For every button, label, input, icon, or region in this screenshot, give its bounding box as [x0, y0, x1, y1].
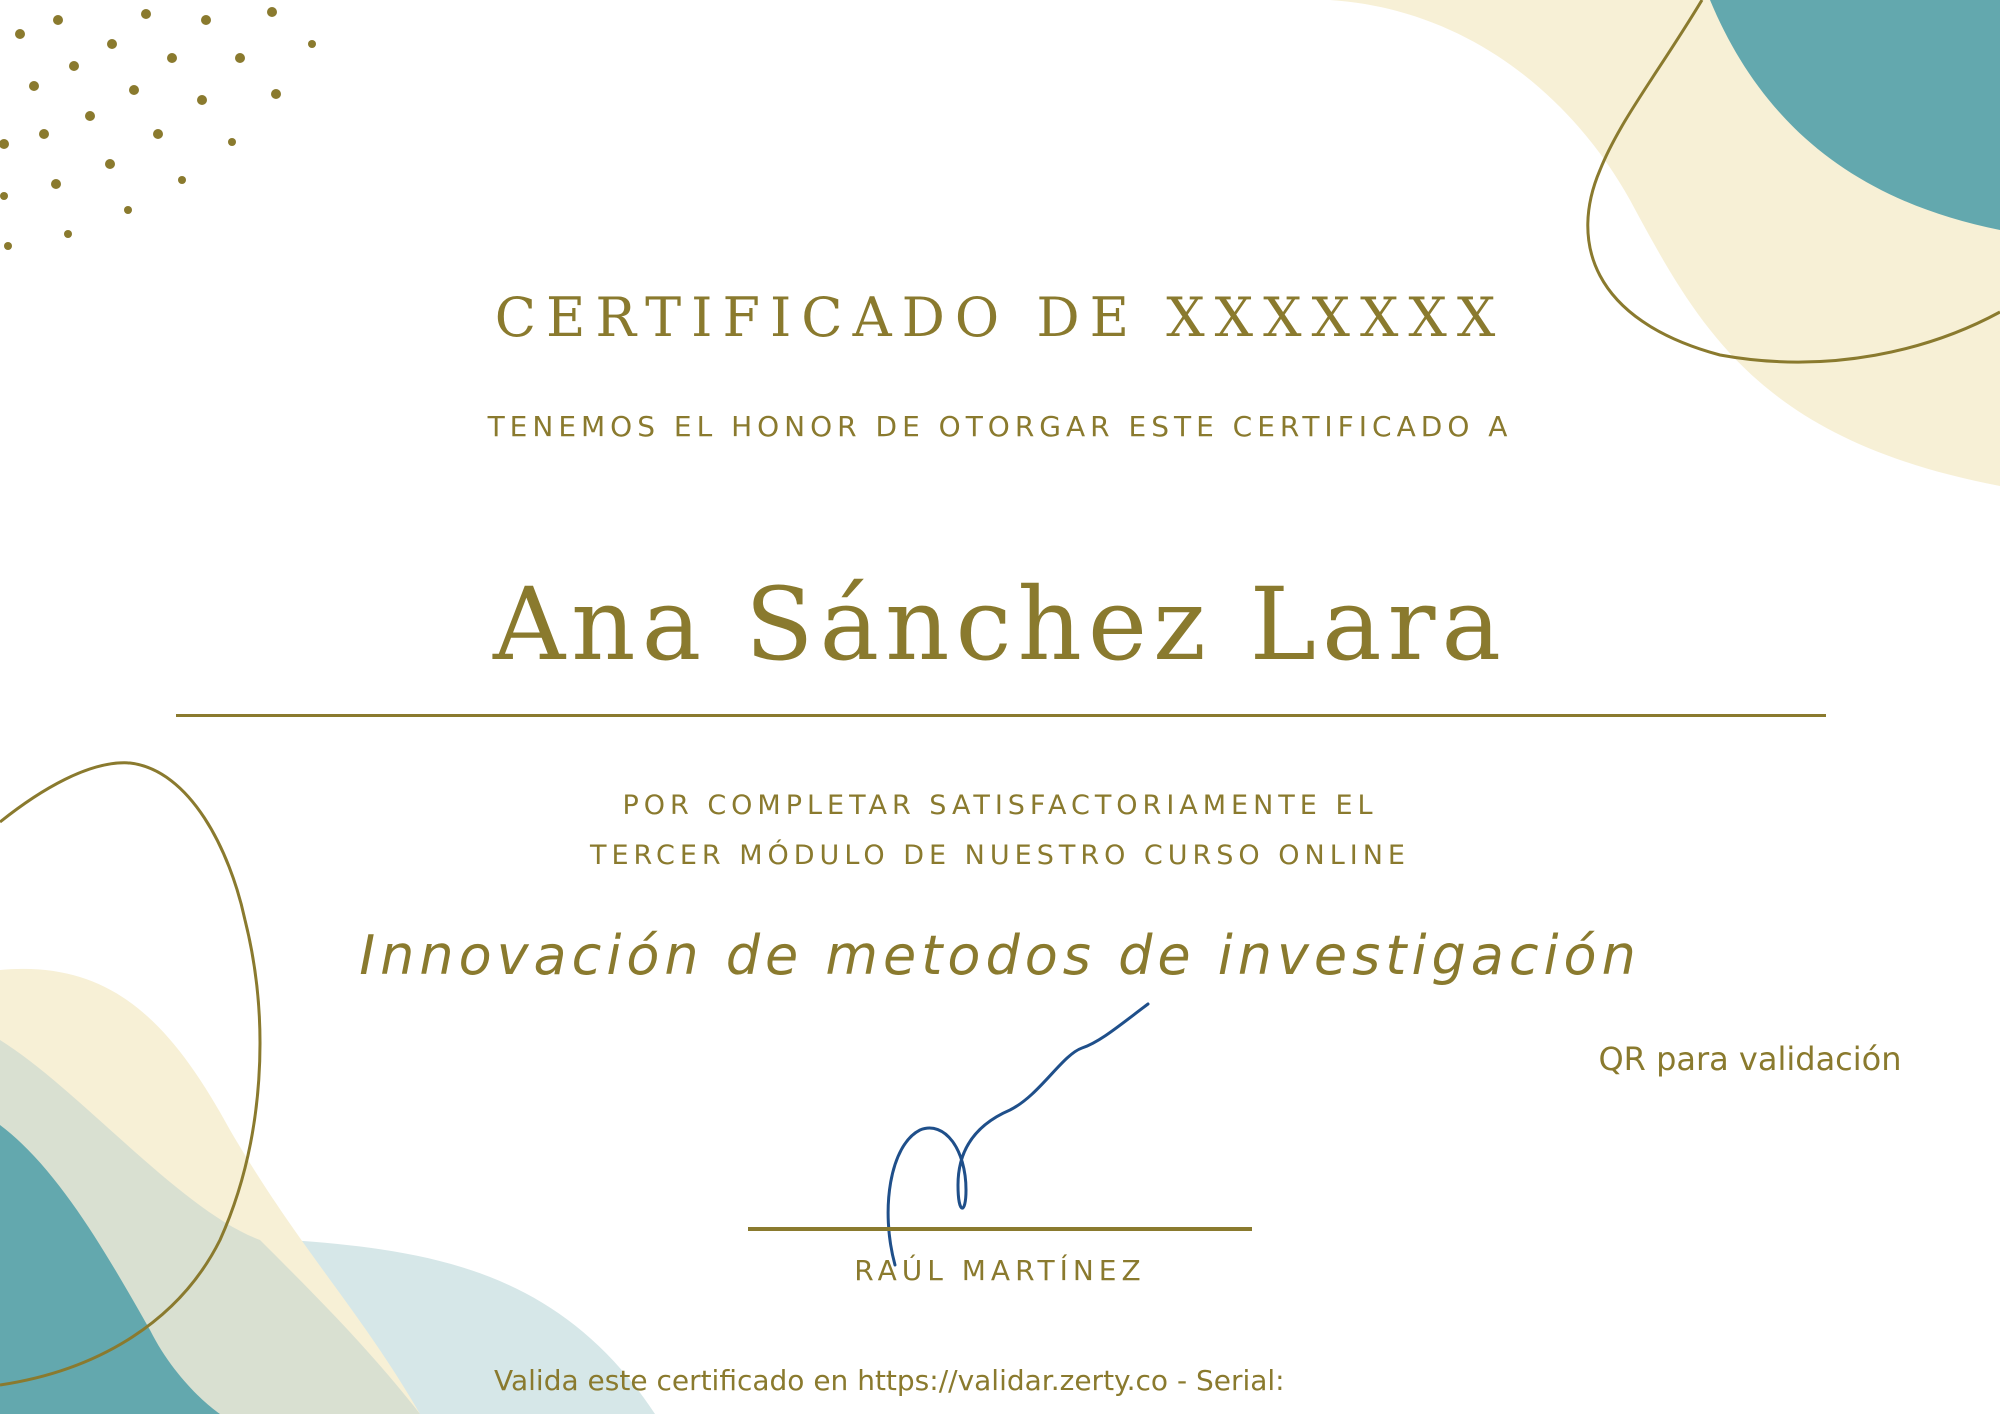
reason-line-1: POR COMPLETAR SATISFACTORIAMENTE EL	[622, 790, 1378, 821]
dot	[167, 53, 177, 63]
recipient-underline	[176, 714, 1826, 717]
dot	[124, 206, 132, 214]
dot	[85, 111, 95, 121]
dot	[271, 89, 281, 99]
recipient-name: Ana Sánchez Lara	[492, 566, 1508, 683]
dot	[178, 176, 186, 184]
dot-pattern-icon	[0, 7, 316, 250]
dot	[53, 15, 63, 25]
dot	[64, 230, 72, 238]
certificate-title: CERTIFICADO DE XXXXXXX	[494, 286, 1506, 349]
certificate-subtitle: TENEMOS EL HONOR DE OTORGAR ESTE CERTIFICADO A	[487, 410, 1513, 443]
dot	[69, 61, 79, 71]
dot	[29, 81, 39, 91]
dot	[0, 192, 8, 200]
dot	[51, 179, 61, 189]
dot	[39, 129, 49, 139]
dot	[4, 242, 12, 250]
handwritten-signature-icon	[888, 1004, 1148, 1265]
dot	[197, 95, 207, 105]
qr-validation-label: QR para validación	[1598, 1040, 1902, 1078]
dot	[15, 29, 25, 39]
reason-line-2: TERCER MÓDULO DE NUESTRO CURSO ONLINE	[590, 840, 1410, 871]
dot	[228, 138, 236, 146]
signer-name: RAÚL MARTÍNEZ	[854, 1254, 1146, 1287]
signature-line	[748, 1227, 1252, 1231]
dot	[267, 7, 277, 17]
dot	[308, 40, 316, 48]
course-name: Innovación de metodos de investigación	[359, 924, 1641, 987]
validation-footer: Valida este certificado en https://validar.zerty.co - Serial:	[494, 1364, 1285, 1397]
dot	[129, 85, 139, 95]
dot	[107, 39, 117, 49]
dot	[0, 139, 9, 149]
dot	[105, 159, 115, 169]
dot	[153, 129, 163, 139]
dot	[235, 53, 245, 63]
dot	[201, 15, 211, 25]
dot	[141, 9, 151, 19]
